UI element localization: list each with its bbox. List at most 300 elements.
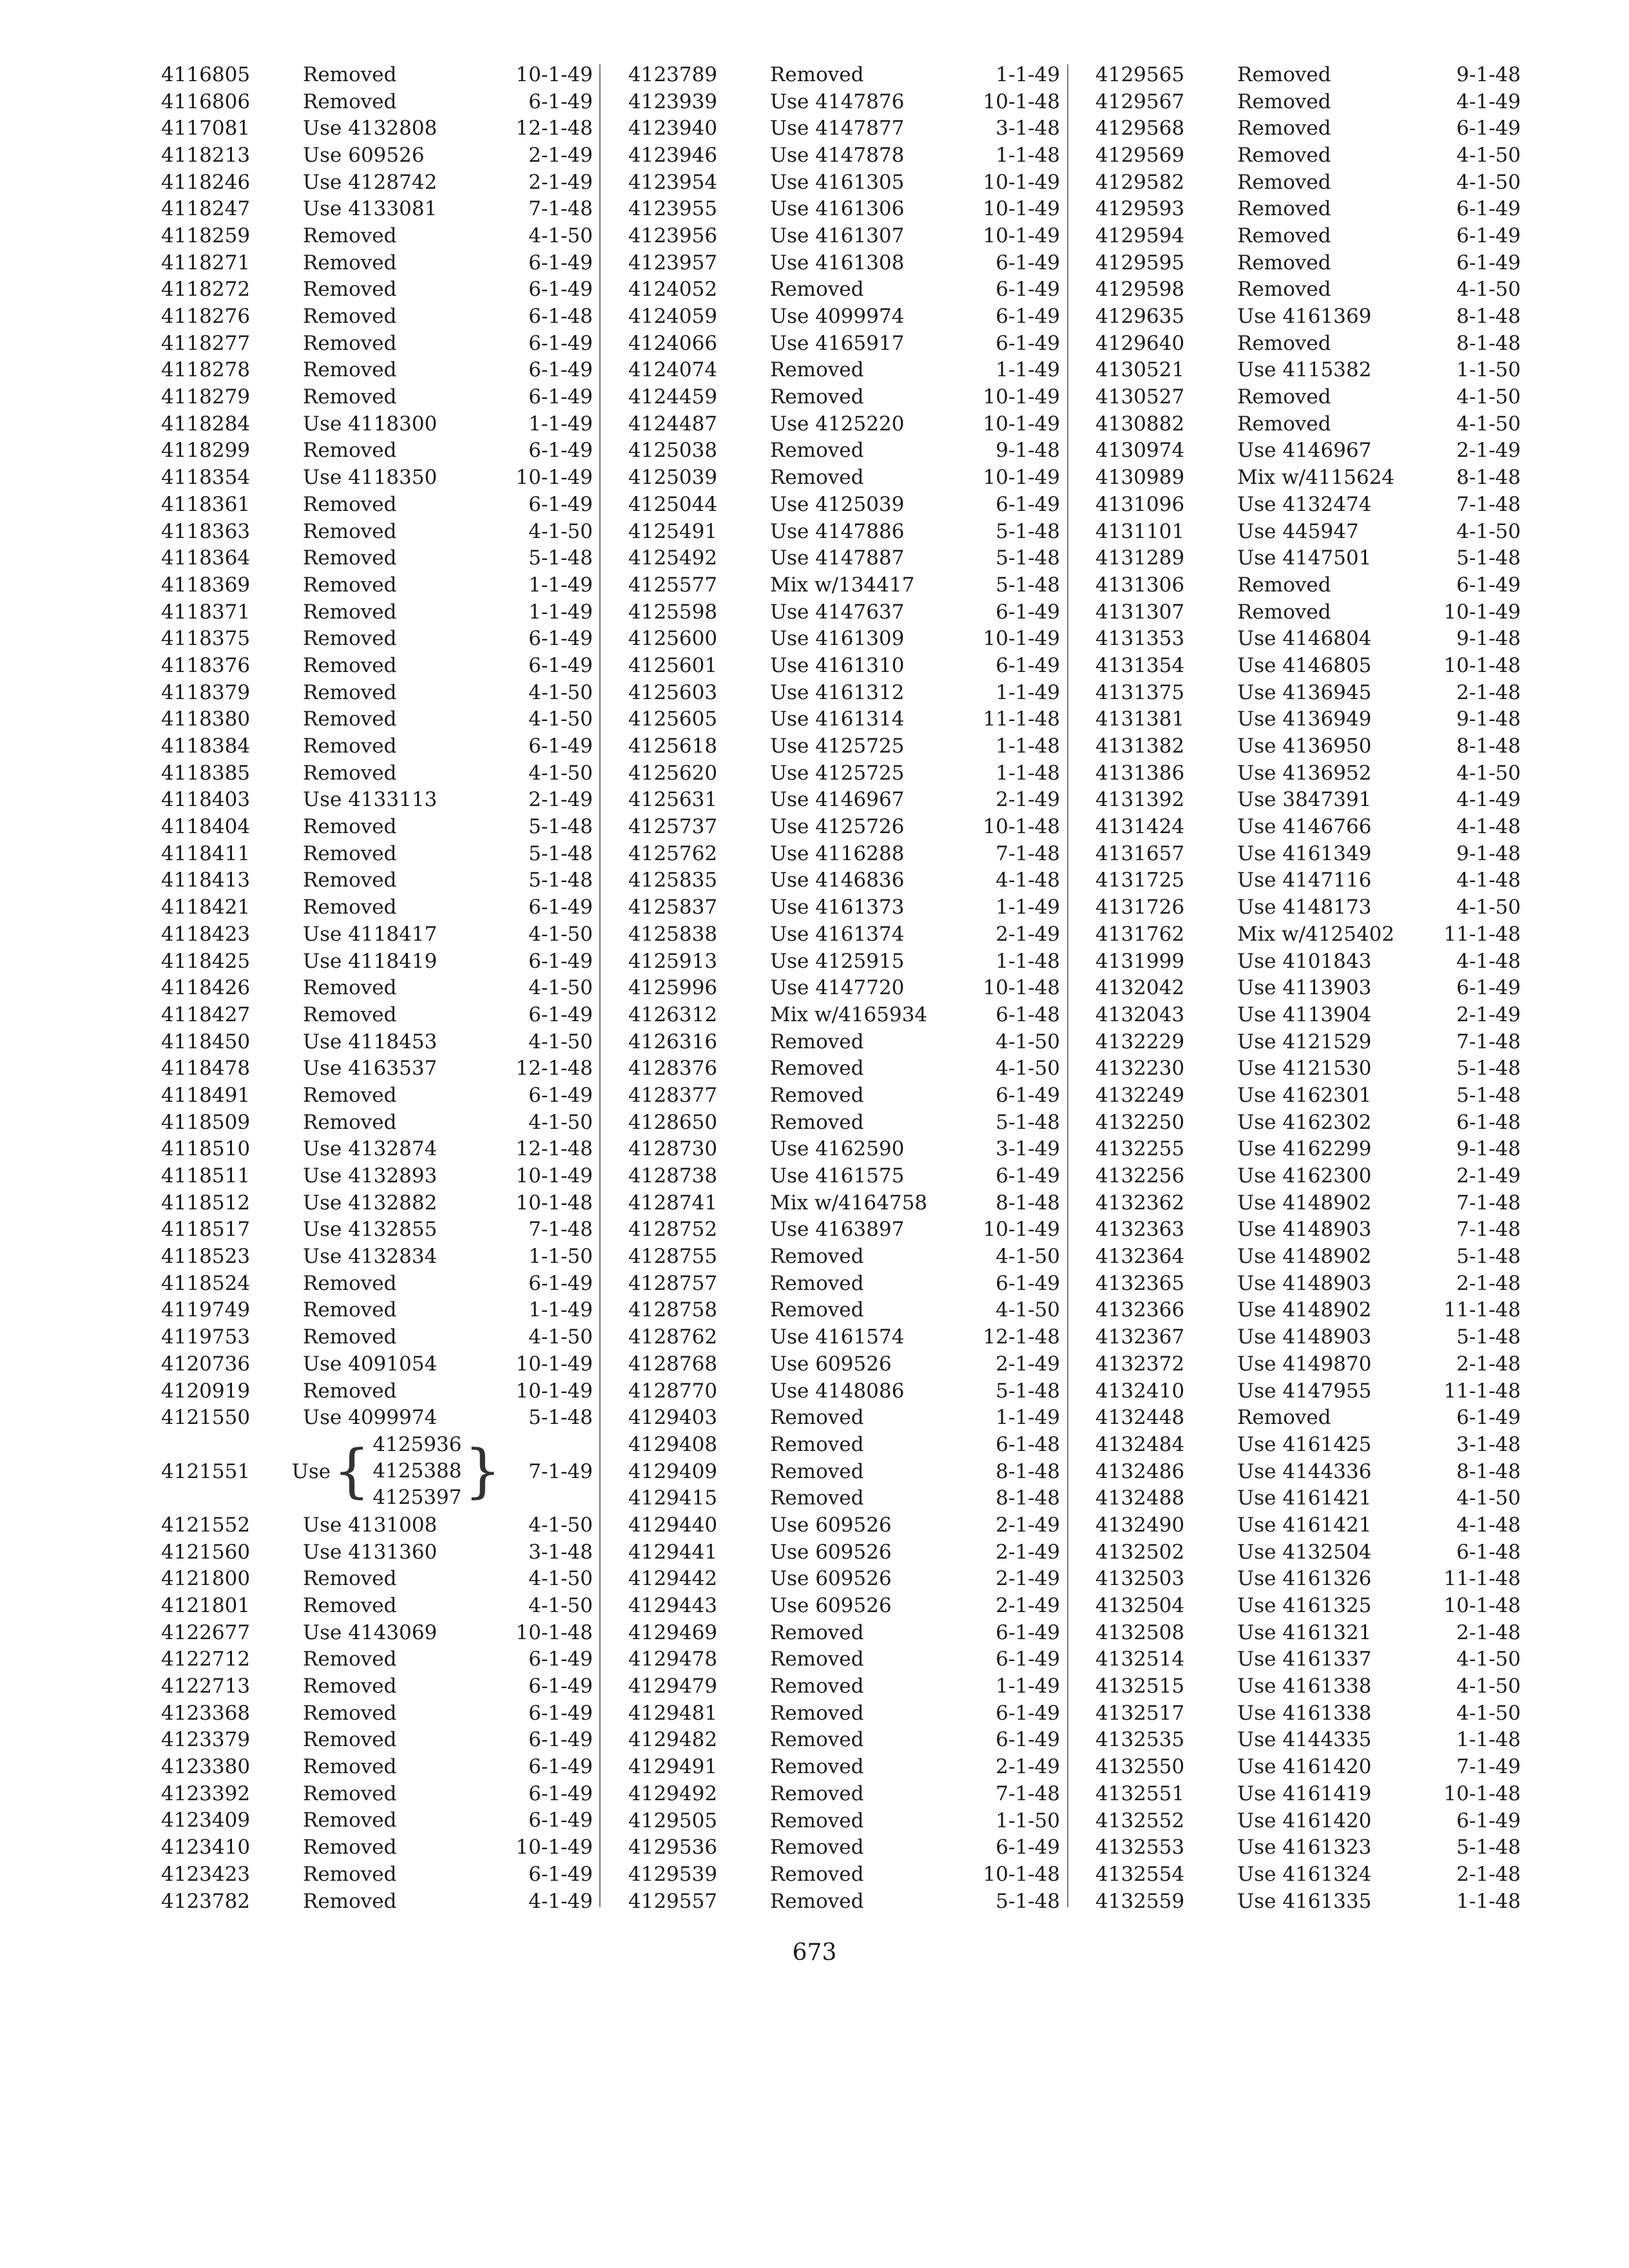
part-number: 4118403: [161, 788, 251, 812]
part-number: 4123946: [628, 143, 718, 167]
action: Removed: [303, 1593, 397, 1617]
action: Use 4144335: [1237, 1728, 1372, 1752]
part-number: 4118272: [161, 278, 251, 302]
effective-date: 2-1-49: [996, 1755, 1060, 1779]
action: Use 4147637: [770, 600, 905, 624]
action: Use 4132855: [303, 1218, 438, 1242]
part-number: 4118277: [161, 331, 251, 355]
action: Removed: [303, 90, 397, 113]
table-row: [1095, 518, 1521, 545]
part-number: 4117081: [161, 117, 251, 140]
table-row: [1095, 1297, 1521, 1324]
action: Use 4118453: [303, 1030, 438, 1053]
part-number: 4129482: [628, 1728, 718, 1752]
table-row: [161, 1512, 593, 1539]
effective-date: 6-1-49: [1456, 1406, 1521, 1430]
part-number: 4118379: [161, 680, 251, 704]
effective-date: 5-1-48: [996, 1110, 1060, 1134]
table-row: [1095, 599, 1521, 626]
action: Use 4118419: [303, 949, 438, 973]
part-number: 4132502: [1095, 1540, 1185, 1564]
effective-date: 9-1-48: [1456, 1137, 1521, 1161]
effective-date: 10-1-49: [1443, 600, 1521, 624]
action: Mix w/4125402: [1237, 922, 1395, 946]
action: Removed: [770, 358, 864, 382]
part-number: 4129565: [1095, 62, 1185, 86]
effective-date: 6-1-49: [528, 1701, 593, 1725]
part-number: 4131289: [1095, 546, 1185, 570]
page-number: 673: [792, 1939, 837, 1966]
action: Removed: [770, 1728, 864, 1752]
effective-date: 10-1-48: [516, 1620, 593, 1644]
effective-date: 5-1-48: [996, 573, 1060, 597]
table-row: [161, 625, 593, 652]
table-row: [161, 61, 593, 88]
part-number: 4124074: [628, 358, 718, 382]
table-row: [1095, 1270, 1521, 1297]
effective-date: 6-1-48: [1456, 1540, 1521, 1564]
effective-date: 6-1-49: [528, 278, 593, 302]
table-row: [161, 1780, 593, 1807]
table-row: [161, 1082, 593, 1109]
action: Use 4163537: [303, 1057, 438, 1081]
action: Mix w/4165934: [770, 1003, 928, 1026]
action: Use 4161335: [1237, 1889, 1372, 1913]
action: Removed: [770, 1432, 864, 1456]
action: Use 4125220: [770, 412, 905, 436]
effective-date: 6-1-48: [996, 1003, 1060, 1026]
table-row: [1095, 787, 1521, 814]
effective-date: 7-1-48: [1456, 1030, 1521, 1053]
part-number: 4132362: [1095, 1191, 1185, 1215]
table-row: [628, 1001, 1060, 1028]
effective-date: 4-1-49: [1456, 90, 1521, 113]
effective-date: 10-1-48: [983, 90, 1060, 113]
column-divider-2: [1067, 64, 1068, 1907]
part-number: 4132448: [1095, 1406, 1185, 1430]
effective-date: 1-1-49: [996, 680, 1060, 704]
part-number: 4131354: [1095, 653, 1185, 677]
action: Use 4147887: [770, 546, 905, 570]
action: Use 4161307: [770, 224, 905, 247]
action: Use 609526: [303, 143, 425, 167]
part-number: 4121801: [161, 1593, 251, 1617]
action: Use 4149870: [1237, 1352, 1372, 1376]
action: Use 4116288: [770, 841, 905, 865]
part-number: 4129598: [1095, 278, 1185, 302]
table-row: [628, 1753, 1060, 1780]
brace-group: [292, 1432, 504, 1511]
action: Use 4143069: [303, 1620, 438, 1644]
action: Removed: [1237, 143, 1331, 167]
part-number: 4131381: [1095, 707, 1185, 731]
table-row: [628, 1350, 1060, 1378]
action: Use 4147877: [770, 117, 905, 140]
effective-date: 8-1-48: [996, 1486, 1060, 1510]
effective-date: 10-1-49: [516, 1379, 593, 1403]
effective-date: 5-1-48: [1456, 1083, 1521, 1107]
action: Use 4161338: [1237, 1701, 1372, 1725]
part-number: 4131726: [1095, 896, 1185, 919]
effective-date: 6-1-49: [528, 385, 593, 409]
action: Use 4161420: [1237, 1755, 1372, 1779]
part-number: 4118491: [161, 1083, 251, 1107]
table-row: [1095, 974, 1521, 1001]
table-row: [161, 1216, 593, 1244]
table-row: [1095, 679, 1521, 706]
part-number: 4129567: [1095, 90, 1185, 113]
part-number: 4132552: [1095, 1809, 1185, 1832]
part-number: 4132550: [1095, 1755, 1185, 1779]
action: Use 4162301: [1237, 1083, 1372, 1107]
part-number: 4118511: [161, 1164, 251, 1188]
part-number: 4132514: [1095, 1648, 1185, 1671]
part-number: 4125044: [628, 492, 718, 516]
table-row: [628, 1539, 1060, 1566]
table-row: [161, 1619, 593, 1646]
table-row: [628, 1888, 1060, 1915]
action: Use 4113903: [1237, 976, 1372, 1000]
table-row: [161, 1323, 593, 1350]
effective-date: 6-1-49: [1456, 1809, 1521, 1832]
part-number: 4129595: [1095, 251, 1185, 274]
effective-date: 10-1-48: [983, 976, 1060, 1000]
effective-date: 2-1-49: [528, 788, 593, 812]
part-number: 4118510: [161, 1137, 251, 1161]
action: Removed: [770, 1889, 864, 1913]
effective-date: 6-1-49: [1456, 573, 1521, 597]
effective-date: 12-1-48: [516, 1057, 593, 1081]
table-row: [1095, 61, 1521, 88]
effective-date: 7-1-48: [528, 197, 593, 221]
part-number: 4124066: [628, 331, 718, 355]
effective-date: 8-1-48: [1456, 735, 1521, 758]
action: Removed: [303, 976, 397, 1000]
action: Use 4091054: [303, 1352, 438, 1376]
part-number: 4124459: [628, 385, 718, 409]
effective-date: 3-1-48: [1456, 1432, 1521, 1456]
action: Use 4148086: [770, 1379, 905, 1403]
action: Removed: [303, 1782, 397, 1805]
table-row: [628, 303, 1060, 330]
action: Use 4161369: [1237, 305, 1372, 329]
part-number: 4125603: [628, 680, 718, 704]
table-row: [161, 652, 593, 679]
part-number: 4118375: [161, 627, 251, 651]
table-row: [628, 464, 1060, 491]
part-number: 4118271: [161, 251, 251, 274]
effective-date: 6-1-49: [996, 331, 1060, 355]
action: Use 4161349: [1237, 841, 1372, 865]
table-row: [1095, 1001, 1521, 1028]
part-number: 4131762: [1095, 922, 1185, 946]
part-number: 4130521: [1095, 358, 1185, 382]
effective-date: 10-1-49: [983, 385, 1060, 409]
effective-date: 4-1-50: [996, 1245, 1060, 1269]
part-number: 4123954: [628, 170, 718, 194]
column-3: [1095, 61, 1521, 1914]
table-row: [161, 1888, 593, 1915]
effective-date: 5-1-48: [1456, 1836, 1521, 1860]
action: Use 4136949: [1237, 707, 1372, 731]
action: Use 4147886: [770, 519, 905, 543]
column-1: [161, 61, 593, 1914]
table-row: [1095, 572, 1521, 599]
table-row: [1095, 169, 1521, 196]
effective-date: 2-1-49: [996, 922, 1060, 946]
action: Removed: [303, 1298, 397, 1322]
part-number: 4123957: [628, 251, 718, 274]
action: Removed: [303, 224, 397, 247]
table-row: [1095, 222, 1521, 249]
action: Use 4144336: [1237, 1459, 1372, 1483]
effective-date: 2-1-48: [1456, 1271, 1521, 1295]
table-row: [1095, 706, 1521, 733]
part-number: 4131725: [1095, 869, 1185, 892]
table-row: [1095, 1566, 1521, 1593]
part-number: 4132364: [1095, 1245, 1185, 1269]
effective-date: 9-1-48: [1456, 707, 1521, 731]
table-row: [628, 1727, 1060, 1754]
action: Removed: [1237, 197, 1331, 221]
action: Mix w/4164758: [770, 1191, 928, 1215]
column-2: [628, 61, 1060, 1914]
action: Removed: [303, 1325, 397, 1349]
effective-date: 6-1-49: [528, 358, 593, 382]
effective-date: 6-1-48: [1456, 1110, 1521, 1134]
table-row: [1095, 1700, 1521, 1727]
replacement-number: 4125936: [372, 1433, 462, 1457]
action: Removed: [303, 735, 397, 758]
effective-date: 4-1-50: [528, 519, 593, 543]
table-row: [161, 1350, 593, 1378]
effective-date: 9-1-48: [996, 439, 1060, 463]
effective-date: 6-1-48: [528, 305, 593, 329]
action: Use 609526: [770, 1567, 892, 1591]
part-number: 4124487: [628, 412, 718, 436]
part-number: 4121800: [161, 1567, 251, 1591]
part-number: 4116805: [161, 62, 251, 86]
table-row: [628, 894, 1060, 921]
effective-date: 10-1-48: [1443, 653, 1521, 677]
effective-date: 6-1-49: [996, 1083, 1060, 1107]
table-row: [1095, 1055, 1521, 1082]
action: Removed: [1237, 331, 1331, 355]
table-row: [628, 142, 1060, 169]
action: Use 4161325: [1237, 1594, 1372, 1618]
action: Removed: [303, 1809, 397, 1832]
effective-date: 2-1-48: [1456, 680, 1521, 704]
action: Removed: [1237, 385, 1331, 409]
part-number: 4125605: [628, 707, 718, 731]
effective-date: 10-1-49: [983, 1218, 1060, 1242]
effective-date: 4-1-50: [528, 1593, 593, 1617]
action: Removed: [770, 1782, 864, 1805]
table-row: [161, 867, 593, 894]
table-row: [161, 249, 593, 276]
part-number: 4129478: [628, 1648, 718, 1671]
table-row: [161, 88, 593, 115]
part-number: 4118246: [161, 170, 251, 194]
part-number: 4131999: [1095, 949, 1185, 973]
table-row: [161, 1753, 593, 1780]
action: Removed: [770, 1271, 864, 1295]
effective-date: 2-1-49: [996, 788, 1060, 812]
table-row: [1095, 142, 1521, 169]
action: Removed: [770, 439, 864, 463]
effective-date: 11-1-48: [1443, 1379, 1521, 1403]
action: Removed: [303, 1110, 397, 1134]
table-row: [161, 1834, 593, 1861]
effective-date: 10-1-49: [516, 466, 593, 490]
part-number: 4118385: [161, 761, 251, 785]
effective-date: 11-1-48: [1443, 1298, 1521, 1322]
part-number: 4129593: [1095, 197, 1185, 221]
effective-date: 5-1-48: [996, 1379, 1060, 1403]
table-row: [161, 1243, 593, 1270]
table-row: [628, 195, 1060, 222]
effective-date: 1-1-48: [1456, 1728, 1521, 1752]
table-row: [1095, 1592, 1521, 1619]
replacement-number: 4125388: [372, 1459, 462, 1483]
action: Use 4148903: [1237, 1271, 1372, 1295]
action: Use 4161419: [1237, 1782, 1372, 1805]
table-row: [161, 1673, 593, 1700]
table-row: [628, 1592, 1060, 1619]
part-number: 4132503: [1095, 1567, 1185, 1591]
part-number: 4132535: [1095, 1728, 1185, 1752]
table-row: [1095, 652, 1521, 679]
part-number: 4128752: [628, 1218, 718, 1242]
table-row: [161, 1539, 593, 1566]
action: Use 4161574: [770, 1325, 905, 1349]
part-number: 4128755: [628, 1245, 718, 1269]
part-number: 4129408: [628, 1432, 718, 1456]
effective-date: 5-1-48: [1456, 1245, 1521, 1269]
part-number: 4132250: [1095, 1110, 1185, 1134]
table-row: [1095, 1753, 1521, 1780]
action: Use 4162300: [1237, 1164, 1372, 1188]
part-number: 4123409: [161, 1809, 251, 1832]
replacement-list: [372, 1432, 461, 1511]
effective-date: 1-1-49: [996, 1675, 1060, 1698]
effective-date: 4-1-48: [1456, 949, 1521, 973]
action: Removed: [1237, 117, 1331, 140]
effective-date: 6-1-49: [996, 1728, 1060, 1752]
part-number: 4128758: [628, 1298, 718, 1322]
part-number: 4118450: [161, 1030, 251, 1053]
action: Use 4099974: [770, 305, 905, 329]
effective-date: 8-1-48: [1456, 466, 1521, 490]
effective-date: 6-1-49: [528, 1809, 593, 1832]
effective-date: 4-1-50: [528, 1513, 593, 1537]
effective-date: 2-1-49: [528, 170, 593, 194]
effective-date: 4-1-50: [1456, 896, 1521, 919]
part-number: 4118278: [161, 358, 251, 382]
effective-date: 6-1-49: [996, 600, 1060, 624]
effective-date: 1-1-48: [996, 761, 1060, 785]
effective-date: 6-1-49: [528, 653, 593, 677]
part-number: 4132508: [1095, 1620, 1185, 1644]
table-row: [1095, 88, 1521, 115]
effective-date: 2-1-49: [1456, 1003, 1521, 1026]
table-row: [628, 572, 1060, 599]
table-row: [1095, 491, 1521, 518]
part-number: 4121552: [161, 1513, 251, 1537]
part-number: 4123940: [628, 117, 718, 140]
effective-date: 6-1-49: [528, 896, 593, 919]
part-number: 4132365: [1095, 1271, 1185, 1295]
part-number: 4118426: [161, 976, 251, 1000]
table-row: [161, 357, 593, 384]
table-row: [1095, 867, 1521, 894]
action: Use 4161326: [1237, 1567, 1372, 1591]
action: Removed: [303, 305, 397, 329]
part-number: 4129569: [1095, 143, 1185, 167]
action: Removed: [770, 1755, 864, 1779]
effective-date: 4-1-50: [528, 1567, 593, 1591]
action: Removed: [303, 1755, 397, 1779]
action: Use 4133081: [303, 197, 438, 221]
table-row: [1095, 760, 1521, 787]
action: Use 4132874: [303, 1137, 438, 1161]
action: Removed: [303, 1379, 397, 1403]
effective-date: 2-1-49: [996, 1513, 1060, 1537]
action: Use 4125726: [770, 815, 905, 839]
effective-date: 7-1-48: [528, 1218, 593, 1242]
part-number: 4125913: [628, 949, 718, 973]
effective-date: 6-1-49: [528, 331, 593, 355]
action: Use 4148903: [1237, 1325, 1372, 1349]
table-row: [628, 1780, 1060, 1807]
part-number: 4131375: [1095, 680, 1185, 704]
action: Removed: [303, 600, 397, 624]
effective-date: 7-1-48: [996, 1782, 1060, 1805]
table-row: [161, 1189, 593, 1216]
table-row: [161, 464, 593, 491]
part-number: 4125618: [628, 735, 718, 758]
effective-date: 1-1-48: [996, 143, 1060, 167]
table-row: [161, 1162, 593, 1189]
action: Use 4146766: [1237, 815, 1372, 839]
action: Use 4163897: [770, 1218, 905, 1242]
part-number: 4129441: [628, 1540, 718, 1564]
part-number: 4128650: [628, 1110, 718, 1134]
part-number: 4132554: [1095, 1862, 1185, 1886]
part-number: 4122677: [161, 1620, 251, 1644]
effective-date: 1-1-48: [996, 735, 1060, 758]
table-row: [628, 1485, 1060, 1512]
action: Removed: [303, 546, 397, 570]
effective-date: 4-1-50: [1456, 170, 1521, 194]
action: Use 4162590: [770, 1137, 905, 1161]
table-row: [628, 706, 1060, 733]
effective-date: 4-1-49: [1456, 788, 1521, 812]
effective-date: 5-1-48: [996, 1889, 1060, 1913]
part-number: 4128730: [628, 1137, 718, 1161]
action: Removed: [303, 653, 397, 677]
effective-date: 5-1-48: [1456, 1325, 1521, 1349]
action: Use 4132893: [303, 1164, 438, 1188]
effective-date: 6-1-49: [528, 627, 593, 651]
effective-date: 6-1-49: [528, 251, 593, 274]
part-number: 4130527: [1095, 385, 1185, 409]
part-number: 4118376: [161, 653, 251, 677]
part-number: 4118380: [161, 707, 251, 731]
effective-date: 1-1-50: [528, 1245, 593, 1269]
effective-date: 12-1-48: [983, 1325, 1060, 1349]
action: Use 4161421: [1237, 1513, 1372, 1537]
